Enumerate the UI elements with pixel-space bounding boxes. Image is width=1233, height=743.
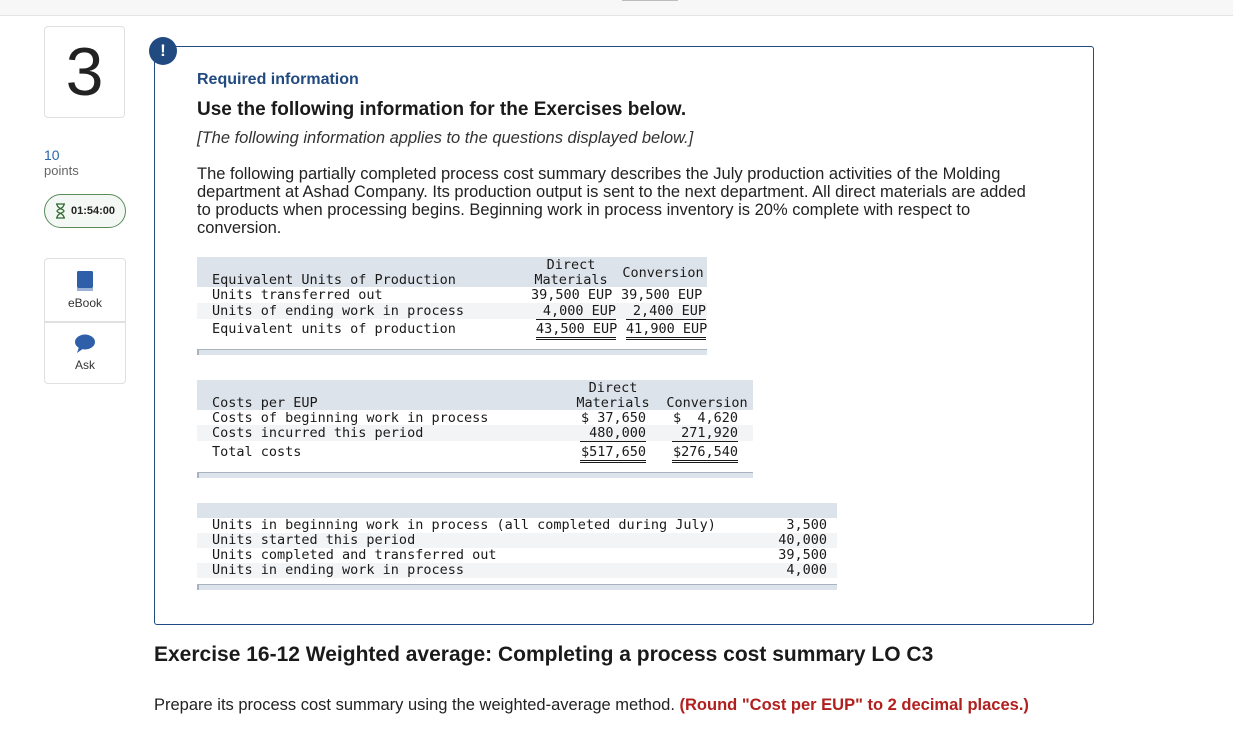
table-title: Equivalent Units of Production xyxy=(212,272,456,288)
costs-table xyxy=(197,380,753,478)
table-footer-bar xyxy=(197,584,837,590)
question-number: 3 xyxy=(44,26,125,118)
row-value: 4,000 xyxy=(786,562,827,578)
required-info-title: Required information xyxy=(197,71,359,88)
conv-value: 271,920 xyxy=(672,425,738,442)
info-applies-note: [The following information applies to the questions displayed below.] xyxy=(197,129,694,147)
row-label: Units started this period xyxy=(212,532,416,548)
table-row xyxy=(197,321,707,337)
table-row xyxy=(197,425,753,441)
table-row xyxy=(197,517,837,533)
table-footer-bar xyxy=(197,472,753,478)
top-bar xyxy=(0,0,1233,16)
dm-value: $ 37,650 xyxy=(580,410,646,426)
dm-header-line1: Direct xyxy=(588,380,638,396)
equivalent-units-table xyxy=(197,257,707,355)
dm-value: 4,000 EUP xyxy=(536,303,616,320)
instruction-text: Prepare its process cost summary using the weighted-average method. xyxy=(154,696,675,714)
dm-value: $517,650 xyxy=(580,444,646,463)
dm-value: 43,500 EUP xyxy=(536,321,616,340)
row-label: Units completed and transferred out xyxy=(212,547,497,563)
ebook-button[interactable] xyxy=(44,258,126,322)
units-table xyxy=(197,503,837,593)
table-row xyxy=(197,547,837,563)
conv-value: $276,540 xyxy=(672,444,738,463)
conv-value: 2,400 EUP xyxy=(626,303,706,320)
alert-icon: ! xyxy=(149,37,177,65)
dm-header-line2: Materials xyxy=(534,272,608,288)
dm-header-line2: Materials xyxy=(576,395,650,411)
row-value: 3,500 xyxy=(786,517,827,533)
conversion-header: Conversion xyxy=(622,265,704,281)
conv-value: 39,500 EUP xyxy=(621,287,703,303)
table-row xyxy=(197,410,753,426)
timer-value: 01:54:00 xyxy=(70,205,116,217)
table-row xyxy=(197,287,707,303)
row-label: Equivalent units of production xyxy=(212,321,456,337)
info-heading: Use the following information for the Exercises below. xyxy=(197,99,687,120)
table-row xyxy=(197,532,837,548)
row-label: Units of ending work in process xyxy=(212,303,464,319)
dm-value: 39,500 EUP xyxy=(531,287,613,303)
dm-value: 480,000 xyxy=(580,425,646,442)
ask-button[interactable] xyxy=(44,322,126,384)
table-footer-bar xyxy=(197,349,707,355)
ask-label: Ask xyxy=(74,358,95,372)
chat-bubble-icon xyxy=(74,334,96,354)
row-label: Costs incurred this period xyxy=(212,425,424,441)
table-row xyxy=(197,303,707,319)
row-label: Units transferred out xyxy=(212,287,383,303)
points-block xyxy=(44,147,79,179)
exercise-title: Exercise 16-12 Weighted average: Completing a process cost summary LO C3 xyxy=(154,643,934,666)
row-value: 40,000 xyxy=(778,532,827,548)
rounding-note: (Round "Cost per EUP" to 2 decimal places.) xyxy=(679,696,1029,714)
ebook-label: eBook xyxy=(67,296,103,310)
points-value: 10 xyxy=(44,147,60,163)
conversion-header: Conversion xyxy=(666,395,748,411)
row-label: Costs of beginning work in process xyxy=(212,410,489,426)
table-row xyxy=(197,562,837,578)
top-tab-indicator xyxy=(622,0,678,1)
conv-value: $ 4,620 xyxy=(672,410,738,426)
info-paragraph: The following partially completed process cost summary describes the July production activities of the Molding department at Ashad Company. Its production output is sent to the next department. All direct materials are added to products when processing begins. Beginning work in process inventory is 20% complete with respect to conversion. xyxy=(197,165,1026,237)
row-value: 39,500 xyxy=(778,547,827,563)
timer[interactable] xyxy=(44,194,126,228)
dm-header-line1: Direct xyxy=(546,257,596,273)
row-label: Units in ending work in process xyxy=(212,562,464,578)
exercise-instruction xyxy=(154,696,1029,715)
row-label: Total costs xyxy=(212,444,302,460)
points-label: points xyxy=(44,163,79,178)
table-header-band xyxy=(197,503,837,518)
row-label: Units in beginning work in process (all completed during July) xyxy=(212,517,716,533)
table-title: Costs per EUP xyxy=(212,395,318,411)
book-icon xyxy=(76,270,94,292)
hourglass-icon xyxy=(55,203,66,219)
conv-value: 41,900 EUP xyxy=(626,321,706,340)
table-row xyxy=(197,444,753,460)
